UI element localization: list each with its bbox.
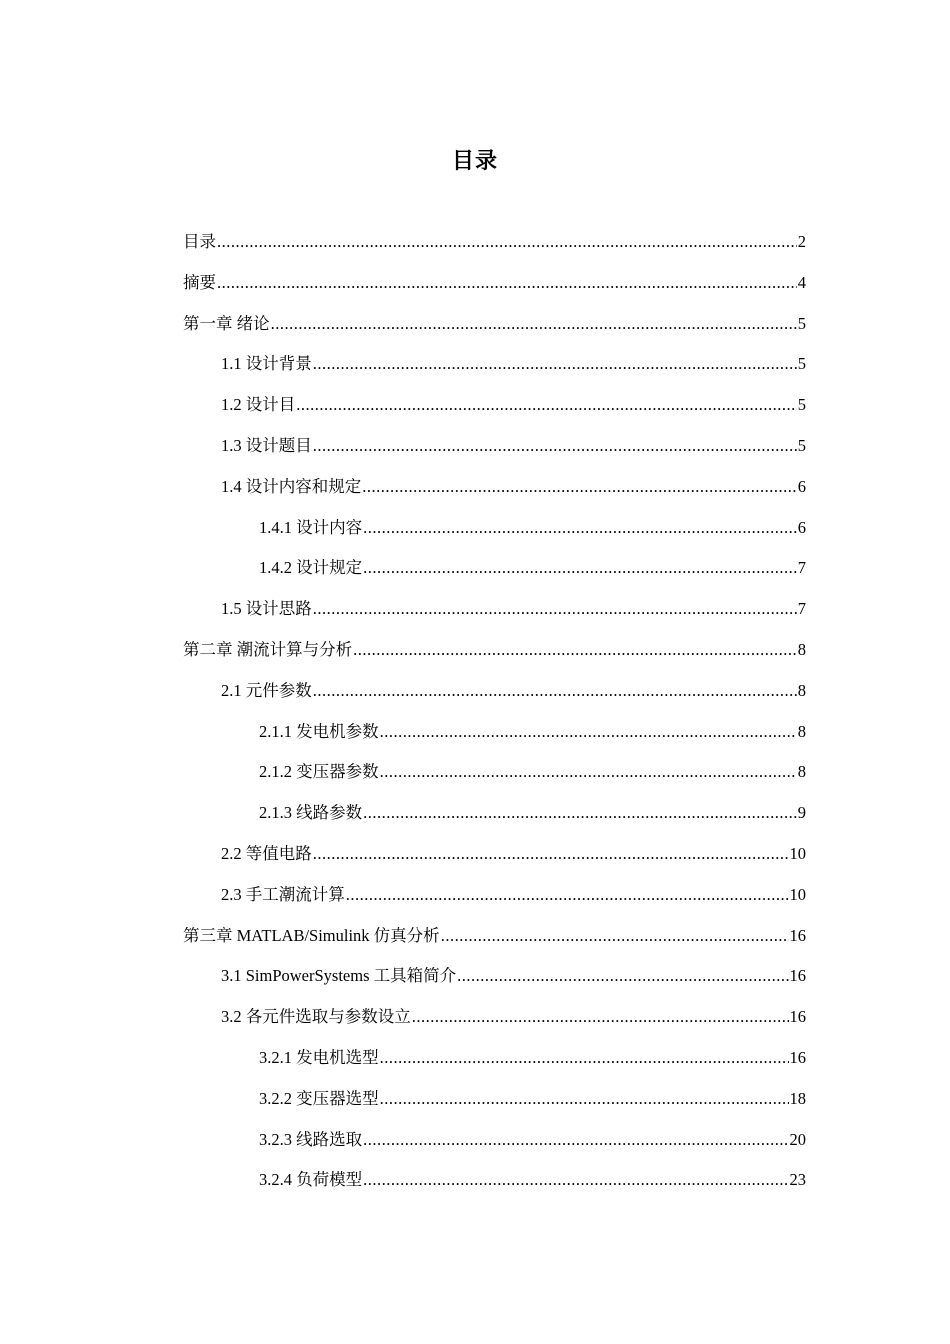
toc-page-number: 16 — [789, 925, 806, 945]
toc-page-number: 5 — [797, 354, 806, 374]
toc-entry[interactable] — [183, 226, 806, 267]
toc-dot-leader — [380, 756, 797, 788]
toc-entry[interactable] — [183, 716, 806, 757]
toc-entry[interactable] — [183, 879, 806, 920]
toc-dot-leader — [363, 552, 797, 584]
toc-entry[interactable] — [183, 920, 806, 961]
toc-entry[interactable] — [183, 675, 806, 716]
toc-dot-leader — [363, 1164, 788, 1196]
toc-page-number: 18 — [789, 1088, 806, 1108]
toc-entry[interactable] — [183, 267, 806, 308]
toc-entry-text: 2.2 等值电路 — [221, 843, 312, 863]
toc-entry[interactable] — [183, 838, 806, 879]
toc-dot-leader — [363, 797, 797, 829]
toc-dot-leader — [346, 879, 789, 911]
toc-entry-text: 1.3 设计题目 — [221, 435, 312, 455]
toc-entry-text: 1.4.1 设计内容 — [259, 517, 363, 537]
toc-entry-text: 1.2 设计目 — [221, 395, 296, 415]
toc-entry-text: 2.1.2 变压器参数 — [259, 762, 379, 782]
toc-page-number: 5 — [797, 435, 806, 455]
toc-entry-text: 2.1.1 发电机参数 — [259, 721, 379, 741]
toc-entry[interactable] — [183, 1124, 806, 1165]
toc-entry-text: 第二章 潮流计算与分析 — [183, 639, 353, 659]
toc-page-number: 5 — [797, 395, 806, 415]
toc-dot-leader — [313, 675, 797, 707]
toc-entry-text: 摘要 — [183, 272, 216, 292]
toc-page-number: 10 — [789, 843, 806, 863]
toc-page-number: 4 — [797, 272, 806, 292]
toc-entry-text: 3.2.4 负荷模型 — [259, 1170, 363, 1190]
toc-page-number: 8 — [797, 680, 806, 700]
toc-dot-leader — [363, 512, 797, 544]
toc-entry-text: 2.3 手工潮流计算 — [221, 884, 345, 904]
toc-entry-text: 3.2 各元件选取与参数设立 — [221, 1007, 411, 1027]
toc-entry-text: 1.4 设计内容和规定 — [221, 476, 362, 496]
toc-entry[interactable] — [183, 308, 806, 349]
toc-entry[interactable] — [183, 960, 806, 1001]
toc-dot-leader — [217, 267, 797, 299]
toc-entry-text: 3.2.1 发电机选型 — [259, 1047, 379, 1067]
toc-page-number: 7 — [797, 558, 806, 578]
toc-page-number: 7 — [797, 599, 806, 619]
toc-dot-leader — [296, 389, 797, 421]
toc-entry[interactable] — [183, 1083, 806, 1124]
toc-dot-leader — [353, 634, 797, 666]
toc-entry-text: 2.1.3 线路参数 — [259, 803, 363, 823]
toc-page-number: 16 — [789, 966, 806, 986]
toc-dot-leader — [217, 226, 797, 258]
toc-entry[interactable] — [183, 430, 806, 471]
toc-entry[interactable] — [183, 1042, 806, 1083]
toc-entry[interactable] — [183, 552, 806, 593]
toc-page-number: 5 — [797, 313, 806, 333]
toc-entry[interactable] — [183, 471, 806, 512]
toc-entry-text: 目录 — [183, 232, 216, 251]
toc-dot-leader — [412, 1001, 789, 1033]
toc-page-number: 6 — [797, 517, 806, 537]
toc-page-number: 9 — [797, 803, 806, 823]
toc-entry-text: 第一章 绪论 — [183, 313, 270, 333]
toc-entry[interactable] — [183, 348, 806, 389]
toc-page-number: 2 — [797, 232, 806, 251]
toc-entry[interactable] — [183, 797, 806, 838]
toc-entry[interactable] — [183, 634, 806, 675]
toc-dot-leader — [363, 1124, 788, 1156]
toc-entry-text: 3.1 SimPowerSystems 工具箱简介 — [221, 966, 457, 986]
toc-dot-leader — [313, 348, 797, 380]
toc-page-number: 6 — [797, 476, 806, 496]
toc-entry-text: 1.1 设计背景 — [221, 354, 312, 374]
toc-page-number: 23 — [789, 1170, 806, 1190]
toc-page-number: 8 — [797, 721, 806, 741]
toc-entry-text: 1.5 设计思路 — [221, 599, 312, 619]
toc-entry[interactable] — [183, 512, 806, 553]
toc-dot-leader — [457, 960, 788, 992]
toc-entry-text: 2.1 元件参数 — [221, 680, 312, 700]
toc-entry[interactable] — [183, 756, 806, 797]
toc-entry-text: 第三章 MATLAB/Simulink 仿真分析 — [183, 925, 440, 945]
toc-page-number: 20 — [789, 1129, 806, 1149]
toc-dot-leader — [313, 593, 797, 625]
toc-page-number: 8 — [797, 639, 806, 659]
toc-entry[interactable] — [183, 593, 806, 634]
toc-dot-leader — [313, 430, 797, 462]
toc-entry-text: 3.2.3 线路选取 — [259, 1129, 363, 1149]
toc-dot-leader — [362, 471, 797, 503]
toc-page-number: 16 — [789, 1007, 806, 1027]
toc-page-number: 8 — [797, 762, 806, 782]
toc-entry[interactable] — [183, 389, 806, 430]
table-of-contents — [183, 226, 806, 1205]
toc-page-number: 10 — [789, 884, 806, 904]
toc-entry-text: 1.4.2 设计规定 — [259, 558, 363, 578]
toc-entry-text: 3.2.2 变压器选型 — [259, 1088, 379, 1108]
toc-entry[interactable] — [183, 1001, 806, 1042]
toc-dot-leader — [380, 1042, 789, 1074]
toc-dot-leader — [313, 838, 789, 870]
toc-entry[interactable] — [183, 1164, 806, 1205]
page-title: 目录 — [451, 149, 498, 174]
toc-page-number: 16 — [789, 1047, 806, 1067]
toc-dot-leader — [271, 308, 797, 340]
toc-dot-leader — [380, 1083, 789, 1115]
toc-dot-leader — [380, 716, 797, 748]
toc-dot-leader — [441, 920, 789, 952]
